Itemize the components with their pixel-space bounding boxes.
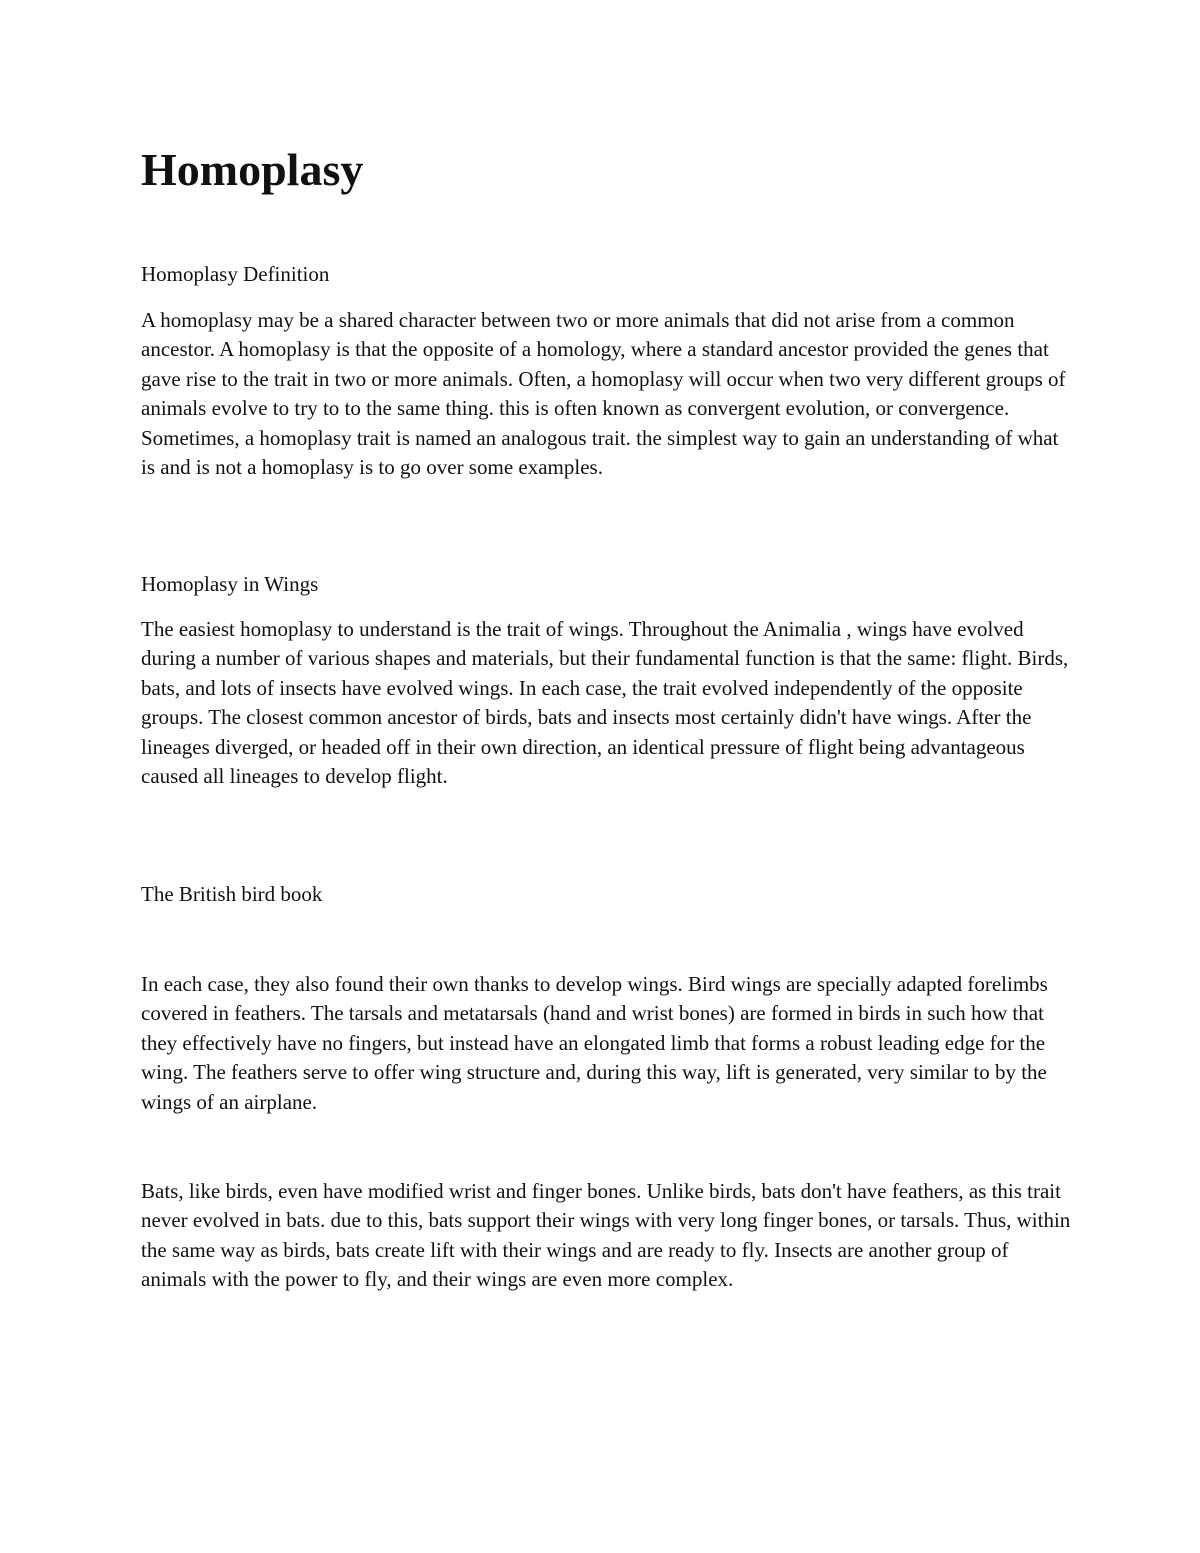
- section-heading-definition: Homoplasy Definition: [141, 262, 330, 286]
- document-title: Homoplasy: [141, 144, 364, 195]
- paragraph-definition: A homoplasy may be a shared character between two or more animals that did not arise from a common ancestor. A homoplasy is that the opposite of a homology, where a standard ancestor provided the genes that gave rise to the trait in two or more animals. Often, a homoplasy will occur when two very different groups of animals evolve to try to to the same thing. this is often known as convergent evolution, or convergence. Sometimes, a homoplasy trait is named an analogous trait. the simplest way to gain an understanding of what is and is not a homoplasy is to go over some examples.: [141, 308, 1066, 480]
- paragraph-bat-wings: Bats, like birds, even have modified wrist and finger bones. Unlike birds, bats don't have feathers, as this trait never evolved in bats. due to this, bats support their wings with very long finger bones, or tarsals. Thus, within the same way as birds, bats create lift with their wings and are ready to fly. Insects are another group of animals with the power to fly, and their wings are even more complex.: [141, 1179, 1071, 1292]
- section-heading-bird-book: The British bird book: [141, 882, 323, 906]
- paragraph-wings: The easiest homoplasy to understand is the trait of wings. Throughout the Animalia , wings have evolved during a number of various shapes and materials, but their fundamental function is that the same: flight. Birds, bats, and lots of insects have evolved wings. In each case, the trait evolved independently of the opposite groups. The closest common ancestor of birds, bats and insects most certainly didn't have wings. After the lineages diverged, or headed off in their own direction, an identical pressure of flight being advantageous caused all lineages to develop flight.: [141, 617, 1069, 789]
- paragraph-bird-wings: In each case, they also found their own thanks to develop wings. Bird wings are specially adapted forelimbs covered in feathers. The tarsals and metatarsals (hand and wrist bones) are formed in birds in such how that they effectively have no fingers, but instead have an elongated limb that forms a robust leading edge for the wing. The feathers serve to offer wing structure and, during this way, lift is generated, very similar to by the wings of an airplane.: [141, 972, 1048, 1114]
- section-heading-wings: Homoplasy in Wings: [141, 572, 319, 596]
